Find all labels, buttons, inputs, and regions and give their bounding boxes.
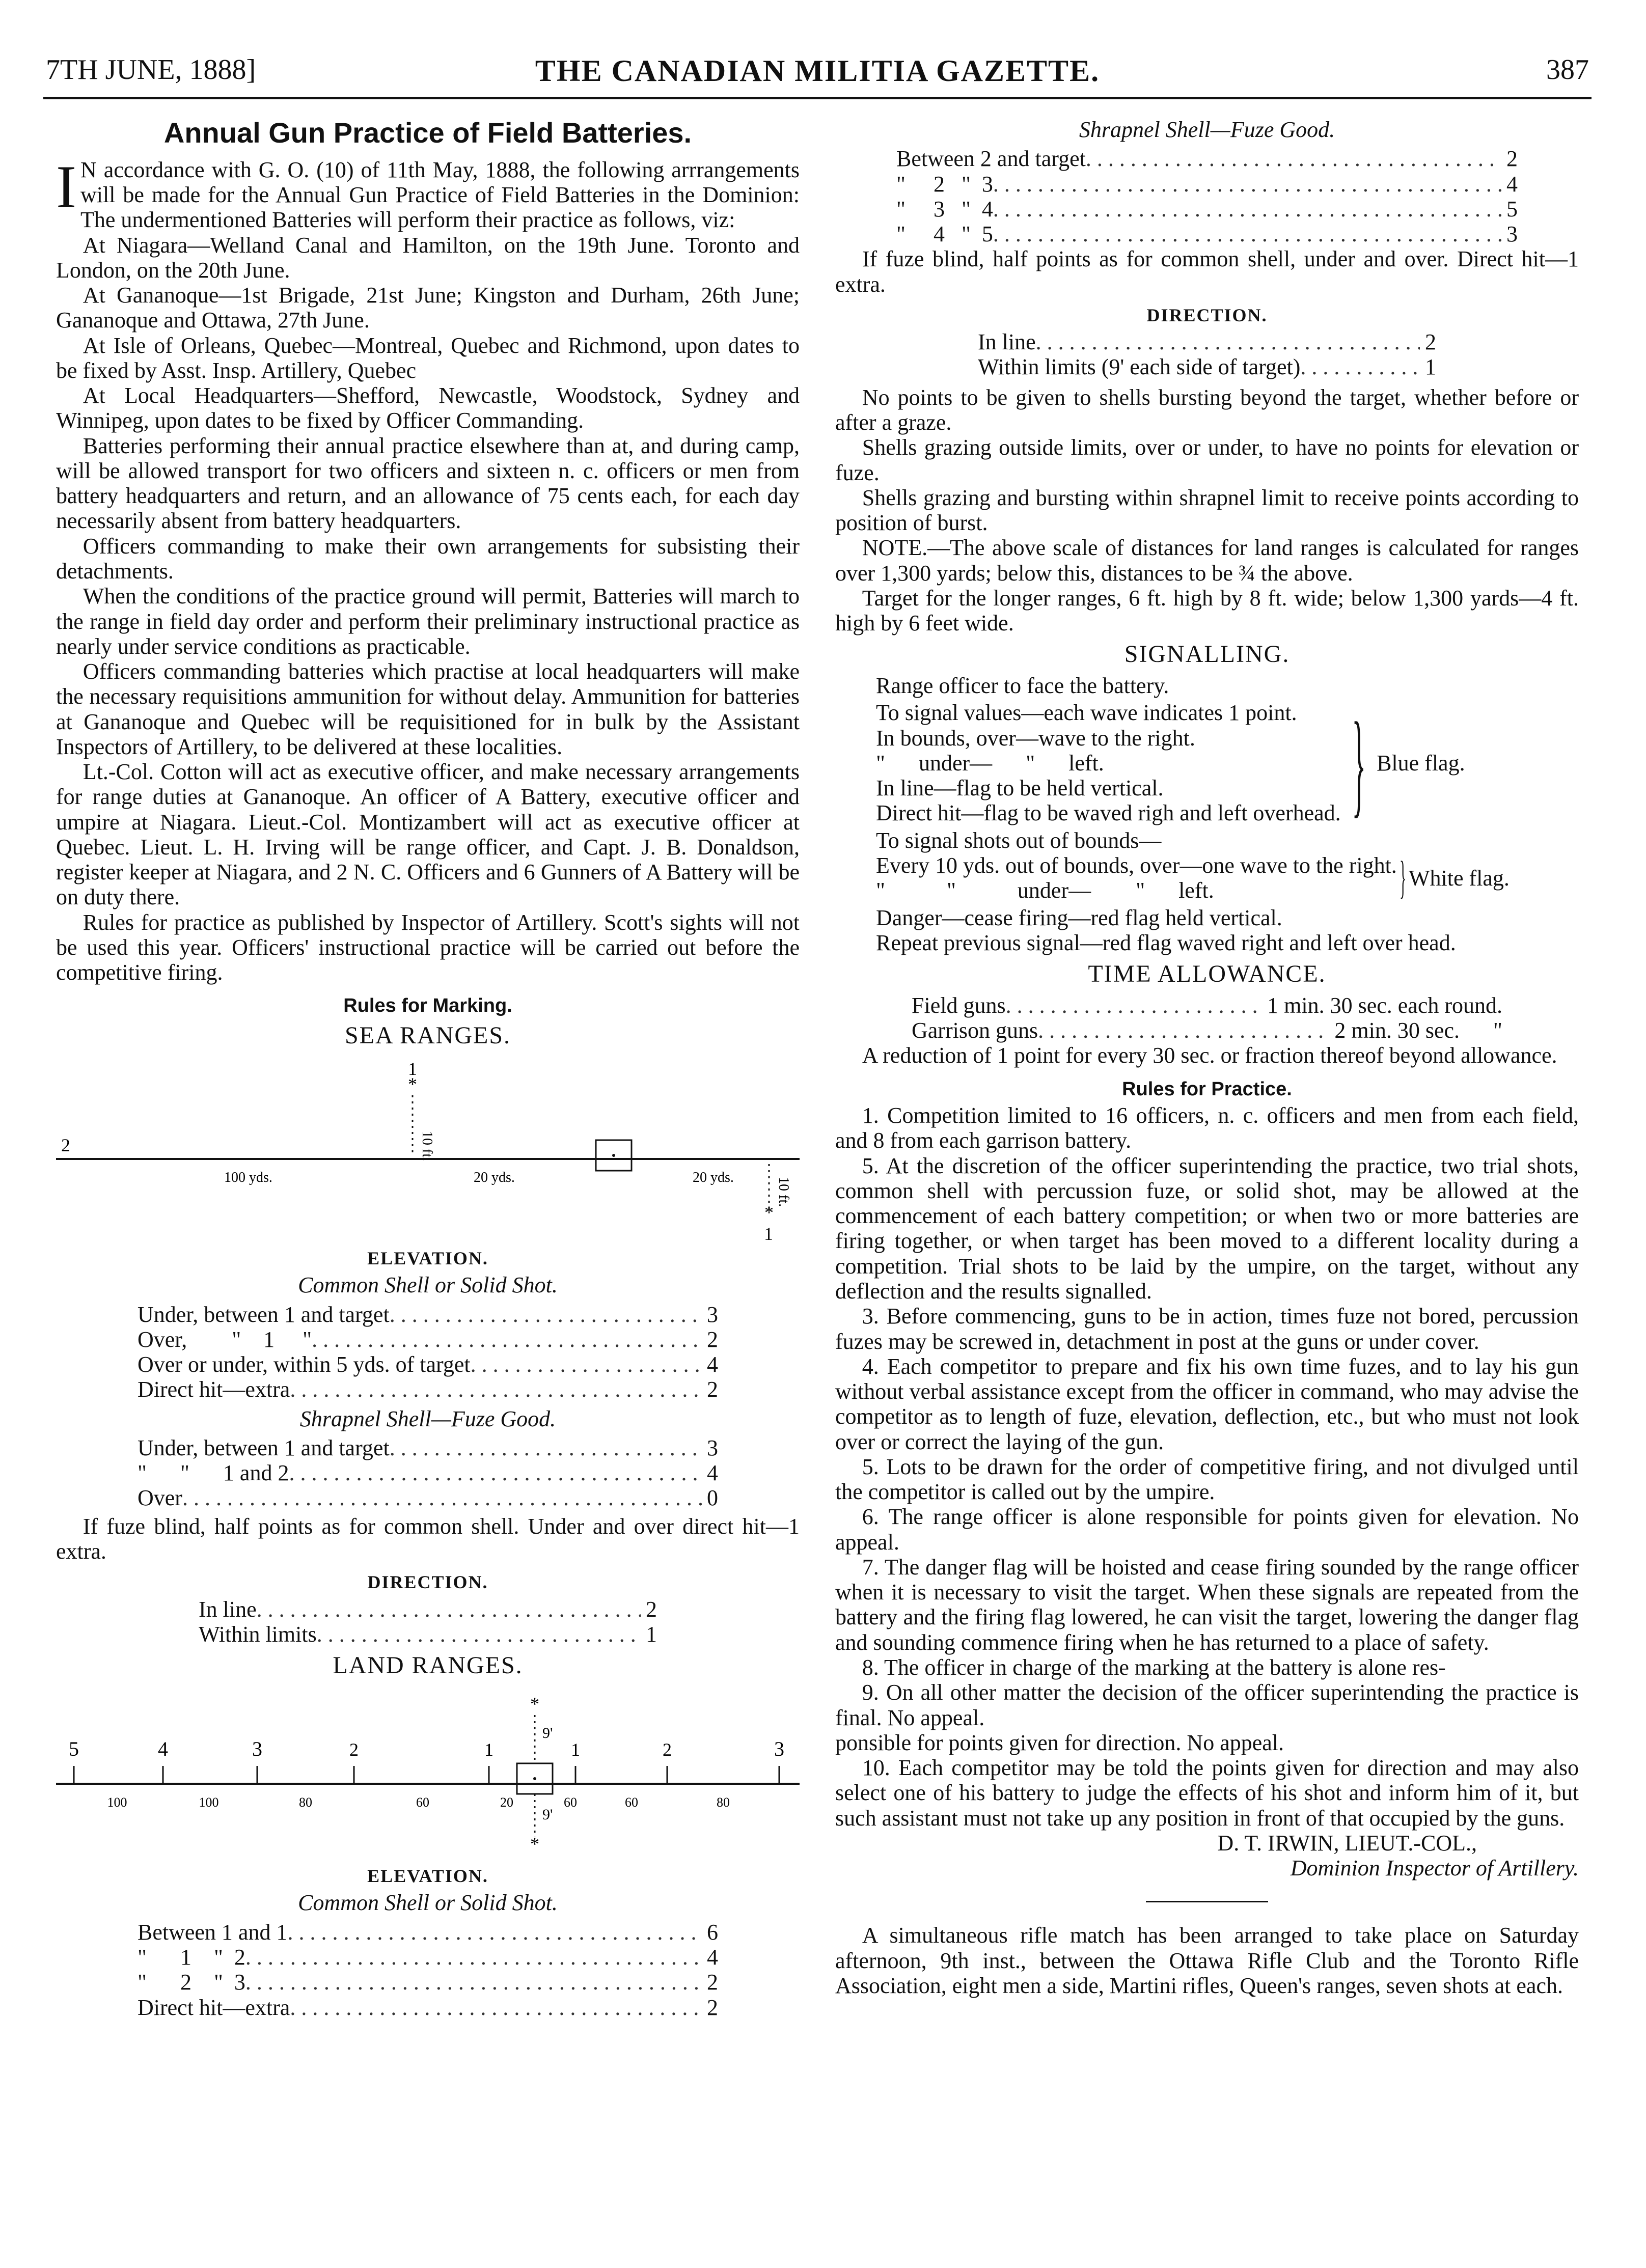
land-num-7: 3	[774, 1737, 784, 1760]
sea-height-1: 10 ft.	[419, 1130, 435, 1161]
land-dist-3: 60	[416, 1794, 429, 1810]
land-ranges-heading: LAND RANGES.	[333, 1652, 523, 1679]
land-num-6: 2	[663, 1739, 672, 1760]
points-row: " 2 " 3 . . . 2	[138, 1970, 718, 1995]
paragraph: At Isle of Orleans, Quebec—Montreal, Quebec and Richmond, upon dates to be fixed by Asst. Insp. Artillery, Quebec	[56, 333, 800, 383]
header-rule	[43, 97, 1592, 99]
common-shell-heading: Common Shell or Solid Shot.	[298, 1273, 558, 1298]
practice-rule: 6. The range officer is alone responsible for points given for elevation. No appeal.	[835, 1504, 1579, 1555]
sea-left-num: 2	[61, 1135, 70, 1155]
practice-rule: 9. On all other matter the decision of the officer superintending the practice is final. No appeal.	[835, 1680, 1579, 1730]
signature: D. T. IRWIN, LIEUT.-COL.,	[1217, 1830, 1477, 1856]
shrapnel-heading: Shrapnel Shell—Fuze Good.	[299, 1406, 556, 1431]
elevation-heading-2: ELEVATION.	[367, 1866, 488, 1887]
sea-dist-3: 20 yds.	[693, 1169, 734, 1185]
practice-rule: 10. Each competitor may be told the points given for direction and may also select one of his battery to judge the effects of his shot and inform him of it, but such assistant must not take up any position in front of that occupied by the guns.	[835, 1755, 1579, 1831]
points-row: Within limits (9' each side of target) . . . 1	[978, 354, 1436, 379]
paragraph: Target for the longer ranges, 6 ft. high by 8 ft. wide; below 1,300 yards—4 ft. high by 6 feet wide.	[835, 585, 1579, 636]
practice-rule: 3. Before commencing, guns to be in action, times fuze not bored, percussion fuzes may be screwed in, detachment in post at the guns or under cover.	[835, 1304, 1579, 1354]
practice-rule: 4. Each competitor to prepare and fix his own time fuzes, and to lay his gun without verbal assistance except from the officer in command, who may advise the competitor as to length of fuze, elevation, deflection, etc., but who must not look over or correct the laying of the gun.	[835, 1353, 1579, 1454]
points-row: Direct hit—extra . . . 2	[138, 1377, 718, 1402]
points-row: " 1 " 2 . . . 4	[138, 1945, 718, 1970]
land-dist-1: 100	[199, 1794, 219, 1810]
land-dist-7: 80	[717, 1794, 730, 1810]
land-dist-0: 100	[107, 1794, 127, 1810]
brace-icon: }	[1352, 698, 1366, 828]
land-dist-4: 20	[500, 1794, 513, 1810]
sig-danger: Danger—cease firing—red flag held vertical.	[876, 905, 1282, 930]
points-row: Direct hit—extra . . . 2	[138, 1995, 718, 2020]
svg-text:*: *	[408, 1073, 417, 1094]
points-row: Over . . . 0	[138, 1485, 718, 1510]
time-row: Field guns . . . 1 min. 30 sec. each round.	[912, 993, 1502, 1018]
points-row: " 4 " 5 . . . 3	[896, 222, 1518, 246]
practice-rule: 7. The danger flag will be hoisted and cease firing sounded by the range officer when it is necessary to visit the target. When these signals are repeated from the battery and the firing flag lowered, he can visit the target, lowering the danger flag and sounding commence firing when he has returned to a place of safety.	[835, 1554, 1579, 1655]
left-column	[56, 117, 800, 2020]
points-row: In line . . . 2	[978, 329, 1436, 354]
right-column	[835, 117, 1579, 1998]
paragraph: When the conditions of the practice ground will permit, Batteries will march to the range in field day order and perform their preliminary instructional practice as nearly under service conditions as practicable.	[56, 584, 800, 659]
land-num-4: 1	[484, 1739, 493, 1760]
direction-heading: DIRECTION.	[367, 1572, 488, 1593]
time-row: Garrison guns . . . 2 min. 30 sec. "	[912, 1018, 1502, 1043]
land-height-top: 9'	[542, 1724, 553, 1741]
sig-intro: Range officer to face the battery.	[876, 673, 1169, 699]
paragraph: Rules for practice as published by Inspector of Artillery. Scott's sights will not be used this year. Officers' instructional practice will be carried out before the competitive firing.	[56, 909, 800, 985]
paragraph: Shells grazing and bursting within shrapnel limit to receive points according to position of burst.	[835, 485, 1579, 536]
points-row: " 2 " 3 . . . 4	[896, 172, 1518, 197]
reduction-note: A reduction of 1 point for every 30 sec. or fraction thereof beyond allowance.	[862, 1043, 1557, 1068]
paragraph: Batteries performing their annual practice elsewhere than at, and during camp, will be allowed transport for two officers and sixteen n. c. officers or men from battery headquarters and return, and an allowance of 75 cents each, for each day necessarily absent from battery headquarters.	[56, 433, 800, 534]
sea-top-num: 1	[408, 1058, 417, 1079]
shrapnel-heading-right: Shrapnel Shell—Fuze Good.	[1079, 117, 1335, 142]
land-num-3: 2	[349, 1739, 359, 1760]
paragraph: At Local Headquarters—Shefford, Newcastle, Woodstock, Sydney and Winnipeg, upon dates to be fixed by Officer Commanding.	[56, 383, 800, 433]
header-date: 7TH JUNE, 1888]	[46, 54, 256, 86]
points-row: Within limits . . . 1	[199, 1622, 657, 1647]
white-flag-signals: Every 10 yds. out of bounds, over—one wave to the right. " " under— " left. } White flag.	[876, 852, 1510, 903]
svg-text:*: *	[530, 1693, 539, 1714]
land-num-1: 4	[158, 1737, 168, 1760]
points-row: Between 1 and 1 . . . 6	[138, 1920, 718, 1945]
article-title: Annual Gun Practice of Field Batteries.	[163, 117, 692, 149]
signature-title: Dominion Inspector of Artillery.	[1290, 1856, 1579, 1881]
land-num-0: 5	[69, 1737, 79, 1760]
points-row: " " 1 and 2 . . . 4	[138, 1460, 718, 1485]
paragraph: Officers commanding batteries which practise at local headquarters will make the necessary requisitions ammunition for without delay. Ammunition for batteries at Gananoque and Quebec will be requisitioned for in bulk by the Assistant Inspectors of Artillery, to be delivered at these localities.	[56, 659, 800, 759]
practice-rule: ponsible for points given for direction. No appeal.	[835, 1730, 1284, 1755]
page-number: 387	[1546, 54, 1589, 86]
direction-heading-right: DIRECTION.	[1146, 305, 1268, 325]
points-row: Under, between 1 and target . . . 3	[138, 1302, 718, 1327]
land-dist-2: 80	[299, 1794, 312, 1810]
paragraph: NOTE.—The above scale of distances for land ranges is calculated for ranges over 1,300 yards; below this, distances to be ¾ the above.	[835, 535, 1579, 586]
paragraph: No points to be given to shells bursting beyond the target, whether before or after a graze.	[835, 384, 1579, 435]
paragraph: Lt.-Col. Cotton will act as executive officer, and make necessary arrangements for range duties at Gananoque. An officer of A Battery, executive officer and umpire at Niagara. Lieut.-Col. Montizambert will act as executive officer at Quebec. Lieut. L. H. Irving will be range officer, and Capt. J. B. Donaldson, register keeper at Niagara, and 2 N. C. Officers and 6 Gunners of A Battery will be on duty there.	[56, 759, 800, 910]
points-row: Under, between 1 and target . . . 3	[138, 1435, 718, 1460]
first-paragraph: I N accordance with G. O. (10) of 11th May, 1888, the following arrrangements will be made for the Annual Gun Practice of Field Batteries in the Dominion: The undermentioned Batteries will perform their practice as follows, viz:	[56, 152, 800, 233]
drop-cap: I	[56, 152, 76, 220]
blue-flag-signals: To signal values—each wave indicates 1 point. In bounds, over—wave to the right. " under— " left. In line—flag to be held vertical. Direct hit—flag to be waved righ and left overhead. } Blue flag.	[876, 698, 1465, 828]
brace-icon: }	[1399, 852, 1406, 903]
white-flag-label: White flag.	[1409, 865, 1510, 891]
points-row: Over, " 1 " . . . 2	[138, 1327, 718, 1352]
sea-dist-1: 100 yds.	[224, 1169, 272, 1185]
svg-text:*: *	[764, 1202, 774, 1223]
sea-height-2: 10 ft.	[776, 1176, 791, 1207]
points-row: In line . . . 2	[199, 1597, 657, 1622]
fuze-note: If fuze blind, half points as for common shell. Under and over direct hit—1 extra.	[56, 1513, 800, 1564]
sig-repeat: Repeat previous signal—red flag waved right and left over head.	[876, 930, 1456, 955]
points-row: " 3 " 4 . . . 5	[896, 197, 1518, 222]
svg-text:*: *	[530, 1833, 539, 1852]
paragraph: At Niagara—Welland Canal and Hamilton, on the 19th June. Toronto and London, on the 20th June.	[56, 232, 800, 283]
common-shell-heading-2: Common Shell or Solid Shot.	[298, 1890, 558, 1916]
divider	[1146, 1901, 1268, 1902]
paragraph: Shells grazing outside limits, over or under, to have no points for elevation or fuze.	[835, 435, 1579, 485]
points-row: Between 2 and target . . . 2	[896, 146, 1518, 171]
blue-flag-label: Blue flag.	[1377, 750, 1465, 776]
land-num-5: 1	[571, 1739, 580, 1760]
sea-bottom-num: 1	[764, 1224, 773, 1244]
land-dist-6: 60	[625, 1794, 638, 1810]
elevation-heading: ELEVATION.	[367, 1248, 488, 1269]
page-header	[46, 53, 1589, 94]
sig-out: To signal shots out of bounds—	[876, 827, 1162, 853]
fuze-note-right: If fuze blind, half points as for common shell, under and over. Direct hit—1 extra.	[835, 246, 1579, 297]
time-allowance-heading: TIME ALLOWANCE.	[1088, 960, 1326, 988]
practice-rule: 1. Competition limited to 16 officers, n. c. officers and men from each field, and 8 from each garrison battery.	[835, 1103, 1579, 1153]
rules-practice-heading: Rules for Practice.	[1122, 1078, 1292, 1100]
rules-marking-heading: Rules for Marking.	[343, 995, 512, 1017]
sea-dist-2: 20 yds.	[474, 1169, 515, 1185]
signalling-heading: SIGNALLING.	[1124, 641, 1290, 668]
sea-range-diagram	[56, 1055, 800, 1223]
practice-rule: 5. Lots to be drawn for the order of competitive firing, and not divulged until the competitor is called out by the umpire.	[835, 1454, 1579, 1505]
land-num-2: 3	[252, 1737, 262, 1760]
practice-rule: 5. At the discretion of the officer superintending the practice, two trial shots, common shell with percussion fuze, or solid shot, may be allowed at the commencement of each battery competition; or when two or more batteries are firing together, or when target has been moved to a different locality during a competition. Trial shots to be laid by the umpire, on the target, without any deflection and the results signalled.	[835, 1153, 1579, 1304]
practice-rule: 8. The officer in charge of the marking at the battery is alone res-	[862, 1654, 1446, 1680]
rifle-match-paragraph: A simultaneous rifle match has been arranged to take place on Saturday afternoon, 9th inst., between the Ottawa Rifle Club and the Toronto Rifle Association, eight men a side, Martini rifles, Queen's ranges, seven shots at each.	[835, 1923, 1579, 1998]
masthead-title: THE CANADIAN MILITIA GAZETTE.	[535, 54, 1100, 88]
points-row: Over or under, within 5 yds. of target . . . 4	[138, 1352, 718, 1377]
land-height-bottom: 9'	[542, 1806, 553, 1823]
land-range-diagram	[56, 1684, 800, 1852]
sea-ranges-heading: SEA RANGES.	[344, 1022, 511, 1049]
paragraph: At Gananoque—1st Brigade, 21st June; Kingston and Durham, 26th June; Gananoque and Ottawa, 27th June.	[56, 283, 800, 333]
paragraph: Officers commanding to make their own arrangements for subsisting their detachments.	[56, 533, 800, 584]
land-dist-5: 60	[564, 1794, 577, 1810]
